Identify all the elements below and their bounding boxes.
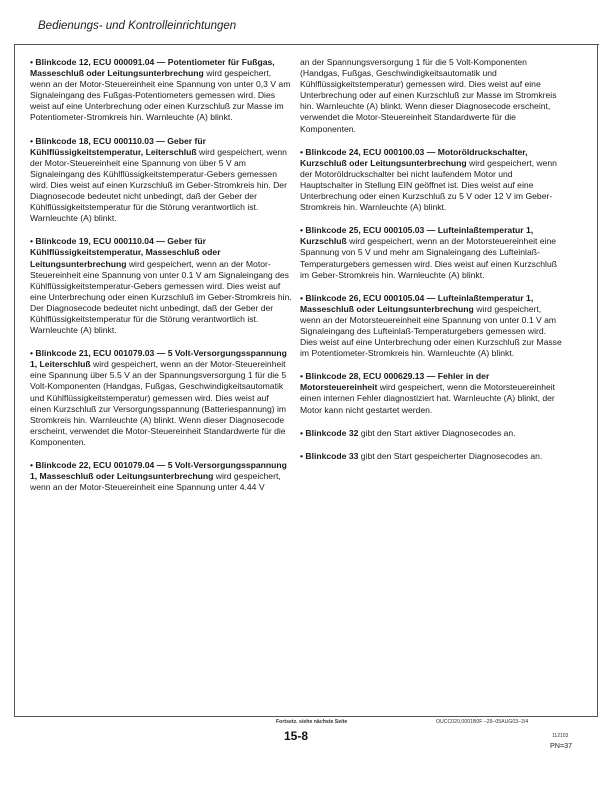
entry-heading: • Blinkcode 21, ECU 001079.03 — 5 Volt-Versorgungsspannung 1, Leiterschluß — [30, 348, 287, 370]
small-id: 112103 — [552, 733, 569, 739]
entry-heading: • Blinkcode 25, ECU 000105.03 — Lufteinlaßtemperatur 1, Kurzschluß — [300, 225, 534, 247]
entry-heading: • Blinkcode 26, ECU 000105.04 — Lufteinlaßtemperatur 1, Masseschluß oder Leitungsunterbrechung — [300, 292, 534, 314]
entry-text: an der Spannungsversorgung 1 für die 5 Volt-Komponenten (Handgas, Fußgas, Geschwindigkeitsautomatik und Kühlflüssigkeitstemperatur) gemessen wird. Dies weist auf eine Unterbrechung oder auf einen Kurzschluß zur Masse im Stromkreis hin. Warnleuchte (A) blinkt. Wenn dieser Diagnosecode erscheint, verwendet die Motor-Steuereinheit Standardwerte für die Komponenten. — [300, 57, 557, 134]
entry-text: wird gespeichert, wenn der Motoröldruckschalter bei nicht laufendem Motor und Hauptschalter in Stellung EIN geöffnet ist. Dies weist auf eine Unterbrechung oder einen Kurzschluß zu 5 V oder 12 V im Geber-Stromkreis hin. Warnleuchte (A) blinkt. — [300, 157, 557, 213]
entry-text: wird gespeichert, wenn an der Motor-Steuereinheit eine Spannung unter 4.44 V — [30, 471, 281, 493]
entry-heading: • Blinkcode 12, ECU 000091.04 — Potentiometer für Fußgas, Masseschluß oder Leitungsunterbrechung — [30, 57, 275, 79]
entry-text: wird gespeichert, wenn die Motorsteuereinheit einen internen Fehler diagnostiziert hat. Warnleuchte (A) blinkt, der Motor kann nicht gestartet werden. — [300, 382, 556, 415]
entry-blinkcode-33 — [300, 451, 562, 462]
pn-label: PN=37 — [550, 741, 573, 750]
page-number: 15-8 — [284, 729, 309, 743]
entry-text: wird gespeichert, wenn an der Motorsteuereinheit eine Spannung von unter 0.1 V am Signaleingang des Lufteinlaß-Temperaturgebers gemessen wird. Dies weist auf eine Unterbrechung oder einen Kurzschluß zur Masse im Potentiometer-Stromkreis hin. Warnleuchte (A) blinkt. — [300, 303, 562, 359]
document-code: OUCC020,0001B0F –29–05AUG03–2/4 — [436, 719, 529, 725]
entry-heading: • Blinkcode 19, ECU 000110.04 — Geber für Kühlflüssigkeitstemperatur, Masseschluß oder Leitungsunterbrechung — [30, 236, 221, 269]
entry-text: wird gespeichert, wenn an der Motor-Steuereinheit eine Spannung über 5.5 V an der Spannungsversorgung 1 für die 5 Volt-Komponenten (Handgas, Fußgas, Geschwindigkeitsautomatik und Kühlflüssigkeitstemperatur) gemessen wird. Dies weist auf einen Kurzschluß zur Versorgungsspannung (Batteriespannung) im Stromkreis hin. Warnleuchte (A) blinkt. Wenn dieser Diagnosecode erscheint, verwendet die Motor-Steuereinheit Standardwerte für die Komponenten. — [30, 359, 287, 447]
header-title: Bedienungs- und Kontrolleinrichtungen — [38, 20, 237, 32]
entry-text: wird gespeichert, wenn an der Motor-Steuereinheit eine Spannung von unter 0,3 V am Signaleingang des Fußgas-Potentiometers gemessen wird. Dies weist auf eine Unterbrechung oder einen Kurzschluß zur Masse im Potentiometer-Stromkreis hin. Warnleuchte (A) blinkt. — [30, 68, 291, 123]
left-column — [30, 57, 292, 505]
entry-text: gibt den Start gespeicherter Diagnosecodes an. — [358, 450, 543, 461]
entry-blinkcode-28 — [300, 371, 562, 415]
entry-blinkcode-22-continued — [300, 57, 562, 135]
entry-blinkcode-12 — [30, 57, 292, 124]
entry-heading: • Blinkcode 28, ECU 000629.13 — Fehler in der Motorsteuereinheit — [300, 371, 490, 393]
continued-note: Fortsetz. siehe nächste Seite — [276, 719, 348, 725]
entry-text: gibt den Start aktiver Diagnosecodes an. — [358, 427, 516, 438]
entry-text: wird gespeichert, wenn der Motor-Steuereinheit eine Spannung von über 5 V am Signaleingang des Kühlflüssigkeitstemperatur-Gebers gemessen wird. Dies weist auf einen Kurzschluß im Geber-Stromkreis hin. Der Diagnosecode bedeutet nicht unbedingt, daß der Geber der Kühlflüssigkeitstemperatur für die Störung verantwortlich ist. Warnleuchte (A) blinkt. — [30, 146, 287, 224]
entry-heading: • Blinkcode 33 — [300, 450, 359, 461]
entry-text: wird gespeichert, wenn an der Motorsteuereinheit eine Spannung von 5 V und mehr am Signaleingang des Lufteinlaß-Temperaturgebers gemessen wird. Dies weist auf einen Kurzschluß im Geber-Stromkreis hin. Warnleuchte (A) blinkt. — [300, 236, 557, 280]
entry-heading: • Blinkcode 24, ECU 000100.03 — Motoröldruckschalter, Kurzschluß oder Leitungsunterbrechung — [300, 146, 528, 168]
entry-heading: • Blinkcode 32 — [300, 427, 359, 438]
right-column — [300, 57, 562, 474]
entry-blinkcode-22 — [30, 460, 292, 493]
entry-blinkcode-32 — [300, 428, 562, 439]
entry-text: wird gespeichert, wenn an der Motor-Steuereinheit eine Spannung von unter 0.1 V am Signaleingang des Kühlflüssigkeitstemperatur-Gebers gemessen wird. Dies weist auf eine Unterbrechung oder einen Kurzschluß im Geber-Stromkreis hin. Der Diagnosecode bedeutet nicht unbedingt, daß der Geber der Kühlflüssigkeitstemperatur für die Störung verantwortlich ist. Warnleuchte (A) blinkt. — [30, 258, 292, 336]
entry-heading: • Blinkcode 18, ECU 000110.03 — Geber für Kühlflüssigkeitstemperatur, Leiterschluß — [30, 135, 206, 157]
entry-blinkcode-19 — [30, 236, 292, 336]
entry-blinkcode-24 — [300, 147, 562, 214]
page-header — [14, 14, 599, 38]
entry-blinkcode-25 — [300, 225, 562, 280]
entry-heading: • Blinkcode 22, ECU 001079.04 — 5 Volt-Versorgungsspannung 1, Masseschluß oder Leitungsunterbrechung — [30, 460, 287, 482]
entry-blinkcode-18 — [30, 136, 292, 225]
entry-blinkcode-26 — [300, 293, 562, 360]
entry-blinkcode-21 — [30, 348, 292, 448]
